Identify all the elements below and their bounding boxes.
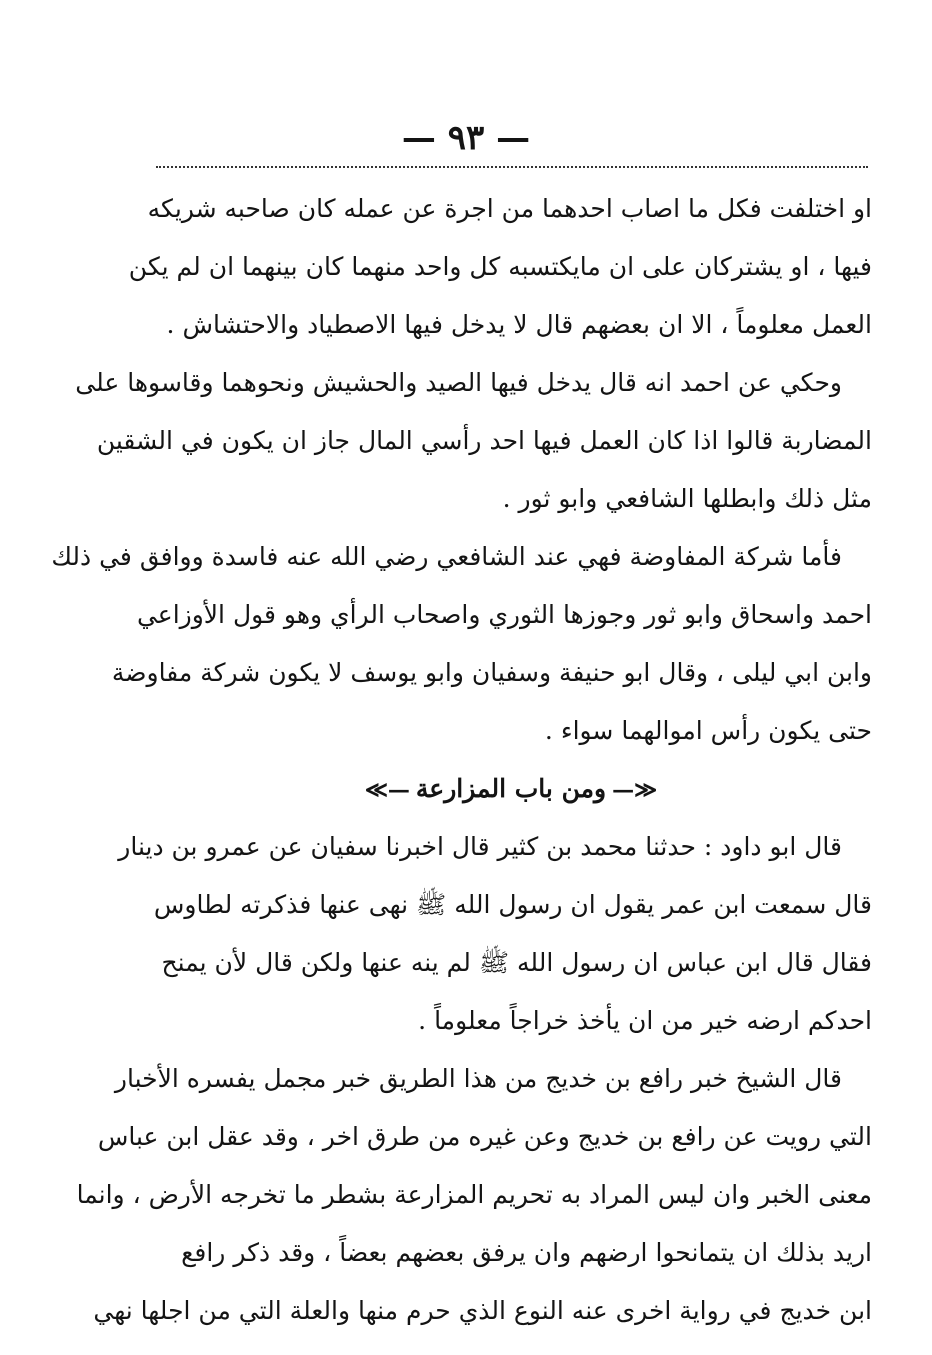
text-line: او اختلفت فكل ما اصاب احدهما من اجرة عن عمله كان صاحبه شريكه <box>147 194 872 223</box>
text-line: فأما شركة المفاوضة فهي عند الشافعي رضي الله عنه فاسدة ووافق في ذلك <box>51 542 842 571</box>
text-line: فقال قال ابن عباس ان رسول الله ﷺ لم ينه عنها ولكن قال لأن يمنح <box>161 948 872 977</box>
text-line: اريد بذلك ان يتمانحوا ارضهم وان يرفق بعضهم بعضاً ، وقد ذكر رافع <box>181 1238 872 1267</box>
text-line: التي رويت عن رافع بن خديج وعن غيره من طرق اخر ، وقد عقل ابن عباس <box>97 1122 872 1151</box>
text-line: مثل ذلك وابطلها الشافعي وابو ثور . <box>502 484 872 513</box>
text-line: وحكي عن احمد انه قال يدخل فيها الصيد والحشيش ونحوهما وقاسوها على <box>75 368 842 397</box>
ornament-right: ≪— <box>612 777 658 803</box>
text-line: قال سمعت ابن عمر يقول ان رسول الله ﷺ نهى عنها فذكرته لطاوس <box>153 890 872 919</box>
section-heading <box>150 760 872 818</box>
text-line: احدكم ارضه خير من ان يأخذ خراجاً معلوماً . <box>418 1006 872 1035</box>
text-line: معنى الخبر وان ليس المراد به تحريم المزارعة بشطر ما تخرجه الأرض ، وانما <box>76 1180 872 1209</box>
ornament-left: —≫ <box>364 777 410 803</box>
text-line: حتى يكون رأس اموالهما سواء . <box>544 716 872 745</box>
text-line: ابن خديج في رواية اخرى عنه النوع الذي حرم منها والعلة التي من اجلها نهي <box>93 1296 872 1325</box>
text-body <box>51 180 872 1340</box>
text-line: وابن ابي ليلى ، وقال ابو حنيفة وسفيان وابو يوسف لا يكون شركة مفاوضة <box>111 658 872 687</box>
section-heading-text: ومن باب المزارعة <box>415 774 607 803</box>
text-line: قال الشيخ خبر رافع بن خديج من هذا الطريق خبر مجمل يفسره الأخبار <box>114 1064 842 1093</box>
header-divider <box>156 166 868 168</box>
text-line: العمل معلوماً ، الا ان بعضهم قال لا يدخل فيها الاصطياد والاحتشاش . <box>166 310 872 339</box>
text-line: فيها ، او يشتركان على ان مايكتسبه كل واحد منهما كان بينهما ان لم يكن <box>128 252 872 281</box>
text-line: قال ابو داود : حدثنا محمد بن كثير قال اخبرنا سفيان عن عمرو بن دينار <box>118 832 842 861</box>
text-line: المضاربة قالوا اذا كان العمل فيها احد رأسي المال جاز ان يكون في الشقين <box>96 426 872 455</box>
text-line: احمد واسحاق وابو ثور وجوزها الثوري واصحاب الرأي وهو قول الأوزاعي <box>136 600 872 629</box>
page-number: — ٩٣ — <box>401 118 531 158</box>
